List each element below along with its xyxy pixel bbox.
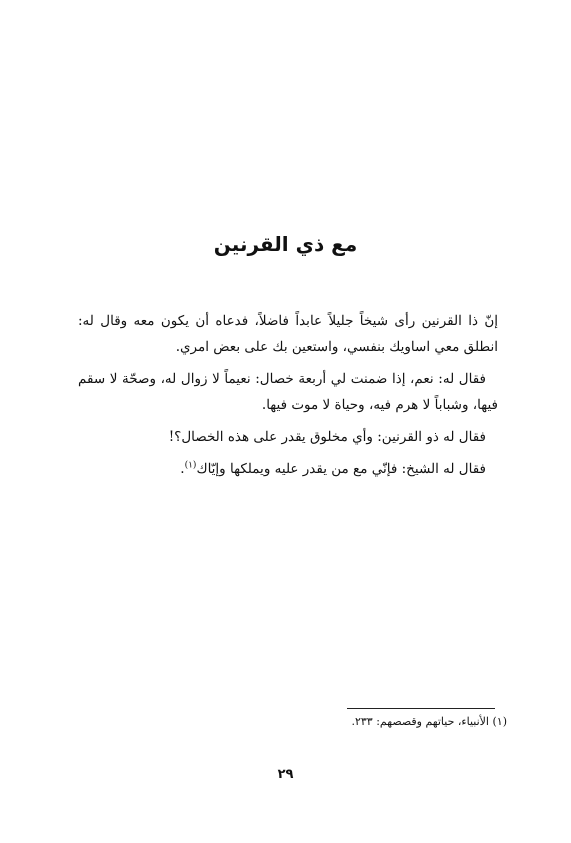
- footnote: (١) الأنبياء، حياتهم وقصصهم: ٢٣٣.: [351, 715, 507, 728]
- paragraph-4-text: فقال له الشيخ: فإنّي مع من يقدر عليه ويملكها وإيّاك: [196, 461, 486, 477]
- paragraph-4: [78, 456, 498, 482]
- page-number: ٢٩: [277, 767, 294, 782]
- paragraph-1: إنّ ذا القرنين رأى شيخاً جليلاً عابداً فاضلاً، فدعاه أن يكون معه وقال له: انطلق معي اساويك بنفسي، واستعين بك على بعض امري.: [78, 313, 498, 355]
- chapter-body: [78, 308, 498, 488]
- chapter-title: مع ذي القرنين: [213, 232, 358, 256]
- paragraph-3: فقال له ذو القرنين: وأي مخلوق يقدر على هذه الخصال؟!: [168, 429, 486, 445]
- footnote-reference: (١): [184, 460, 197, 471]
- footnote-divider: [347, 708, 495, 709]
- paragraph-2: فقال له: نعم، إذا ضمنت لي أربعة خصال: نعيماً لا زوال له، وصحّة لا سقم فيها، وشباباً لا هرم فيه، وحياة لا موت فيها.: [78, 371, 498, 413]
- paragraph-4-end: .: [180, 461, 185, 477]
